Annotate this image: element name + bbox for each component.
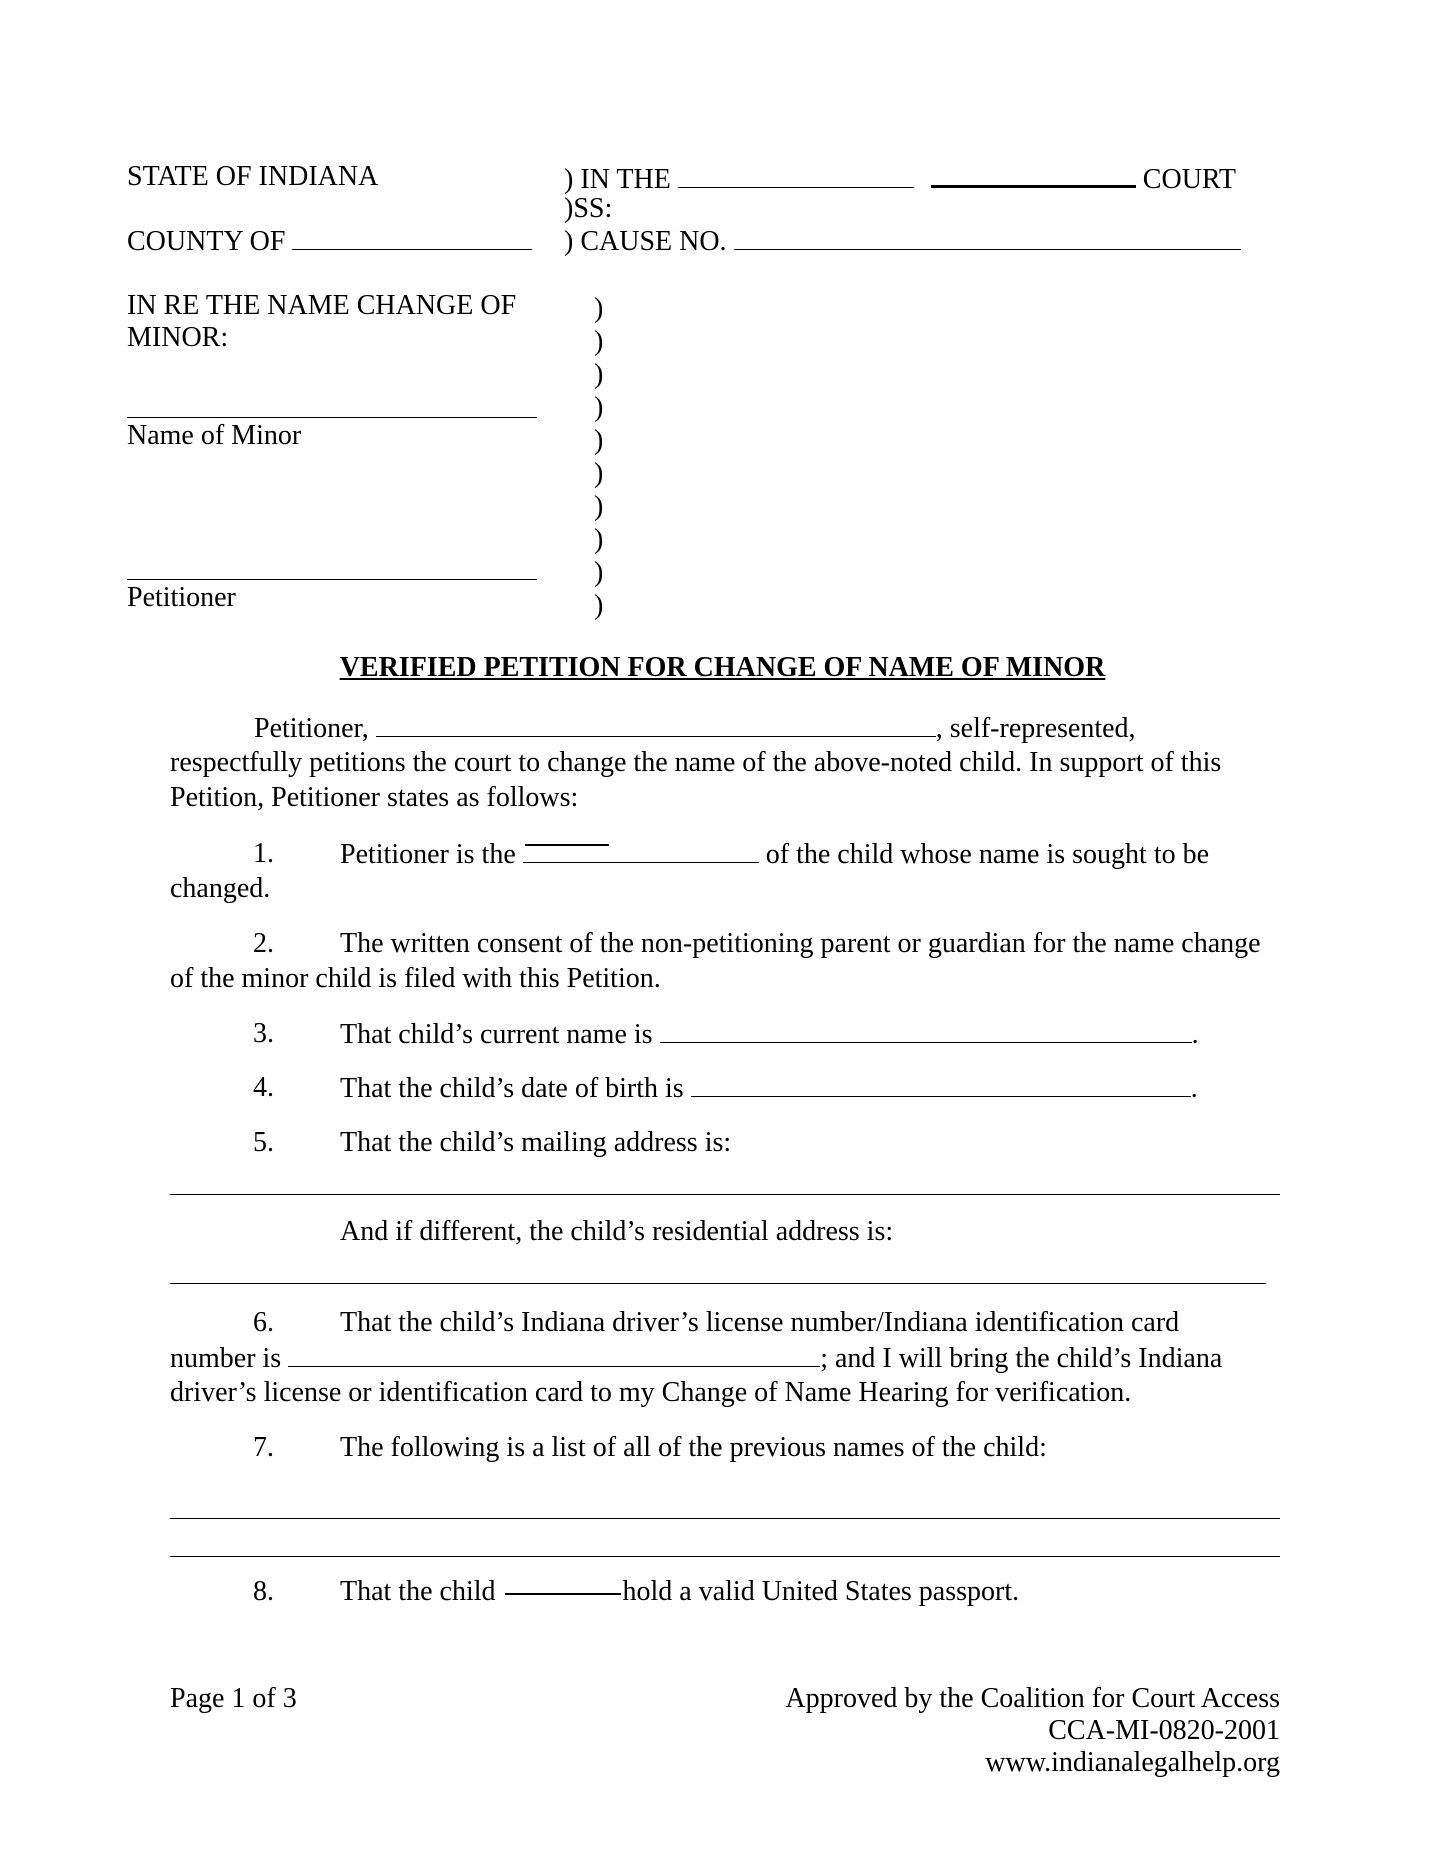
caption-paren-column	[594, 292, 603, 622]
in-re-line-2: MINOR:	[127, 322, 229, 353]
item-6-line-3: driver’s license or identification card to my Change of Name Hearing for verification.	[170, 1377, 1132, 1408]
intro-line-3: Petition, Petitioner states as follows:	[170, 782, 579, 813]
in-re-line-1: IN RE THE NAME CHANGE OF	[127, 290, 517, 321]
approval-text: Approved by the Coalition for Court Access	[785, 1683, 1280, 1714]
intro-line-2: respectfully petitions the court to change the name of the above-noted child. In support of this	[170, 747, 1222, 778]
relationship-strike	[525, 844, 609, 846]
paren: )	[594, 359, 604, 390]
page-number: Page 1 of 3	[170, 1683, 297, 1714]
form-code: CCA-MI-0820-2001	[1048, 1715, 1280, 1746]
item-2-line-1: The written consent of the non-petitioning parent or guardian for the name change	[340, 928, 1261, 959]
item-8-suffix: hold a valid United States passport.	[622, 1576, 1020, 1607]
paren: )	[594, 557, 604, 588]
number-is-label: number is	[170, 1343, 282, 1374]
court-county-blank[interactable]	[931, 161, 1136, 188]
website-link[interactable]: www.indianalegalhelp.org	[985, 1747, 1280, 1778]
current-name-field[interactable]	[660, 1018, 1192, 1043]
name-of-minor-blank[interactable]	[127, 417, 537, 418]
item-number-2: 2.	[253, 928, 274, 959]
in-the-label: ) IN THE	[564, 164, 671, 195]
item-3-line	[340, 1018, 1199, 1051]
item-7-line: The following is a list of all of the previous names of the child:	[340, 1432, 1047, 1463]
petitioner-name-field[interactable]	[376, 712, 936, 737]
self-represented-text: , self-represented,	[935, 713, 1136, 744]
paren: )	[594, 293, 604, 324]
court-label: COURT	[1142, 164, 1237, 195]
item-4-line	[340, 1072, 1198, 1105]
paren: )	[594, 590, 604, 621]
passport-status-blank[interactable]	[505, 1593, 621, 1595]
item-1-prefix: Petitioner is the	[340, 839, 516, 870]
in-the-court-line	[564, 161, 1236, 196]
county-label: COUNTY OF	[127, 226, 286, 257]
item-number-8: 8.	[253, 1576, 274, 1607]
paren: )	[594, 524, 604, 555]
paren: )	[594, 392, 604, 423]
item-6-line-2	[170, 1342, 1222, 1375]
petitioner-prefix: Petitioner,	[254, 713, 369, 744]
state-label: STATE OF INDIANA	[127, 161, 379, 192]
item-3-prefix: That child’s current name is	[340, 1019, 653, 1050]
item-number-5: 5.	[253, 1127, 274, 1158]
item-6-line-1: That the child’s Indiana driver’s license number/Indiana identification card	[340, 1307, 1180, 1338]
county-blank[interactable]	[292, 225, 532, 250]
intro-line-1	[254, 712, 1136, 745]
relationship-blank[interactable]	[523, 838, 759, 863]
cause-label: ) CAUSE NO.	[564, 226, 727, 257]
item-1-line	[340, 838, 1209, 871]
paren: )	[594, 425, 604, 456]
item-1-suffix: of the child whose name is sought to be	[765, 839, 1210, 870]
item-4-period: .	[1190, 1073, 1198, 1104]
item-2-line-2: of the minor child is filed with this Petition.	[170, 963, 661, 994]
cause-line	[564, 225, 1241, 258]
petitioner-name-blank[interactable]	[127, 579, 537, 580]
item-number-6: 6.	[253, 1307, 274, 1338]
county-line	[127, 225, 532, 258]
residential-address-field[interactable]	[170, 1283, 1266, 1284]
mailing-address-field[interactable]	[170, 1194, 1280, 1195]
date-of-birth-field[interactable]	[691, 1072, 1191, 1097]
paren: )	[594, 491, 604, 522]
item-number-4: 4.	[253, 1072, 274, 1103]
document-title: VERIFIED PETITION FOR CHANGE OF NAME OF MINOR	[339, 652, 1106, 683]
cause-number-blank[interactable]	[734, 225, 1241, 250]
license-number-field[interactable]	[288, 1342, 820, 1367]
petitioner-label: Petitioner	[127, 582, 236, 613]
item-number-1: 1.	[253, 838, 274, 869]
item-8-prefix: That the child	[340, 1576, 496, 1607]
residential-address-label: And if different, the child’s residential address is:	[340, 1216, 894, 1247]
paren: )	[594, 326, 604, 357]
previous-names-line-1[interactable]	[170, 1518, 1280, 1519]
paren: )	[594, 458, 604, 489]
item-number-3: 3.	[253, 1018, 274, 1049]
previous-names-line-2[interactable]	[170, 1556, 1280, 1557]
item-1-continuation: changed.	[170, 873, 271, 904]
ss-label: )SS:	[564, 193, 613, 224]
court-name-blank[interactable]	[678, 163, 914, 188]
item-5-line: That the child’s mailing address is:	[340, 1127, 732, 1158]
name-of-minor-label: Name of Minor	[127, 420, 302, 451]
item-6-suffix: ; and I will bring the child’s Indiana	[820, 1343, 1223, 1374]
item-number-7: 7.	[253, 1432, 274, 1463]
item-8-line	[340, 1576, 1019, 1608]
item-4-prefix: That the child’s date of birth is	[340, 1073, 684, 1104]
item-3-period: .	[1191, 1019, 1199, 1050]
